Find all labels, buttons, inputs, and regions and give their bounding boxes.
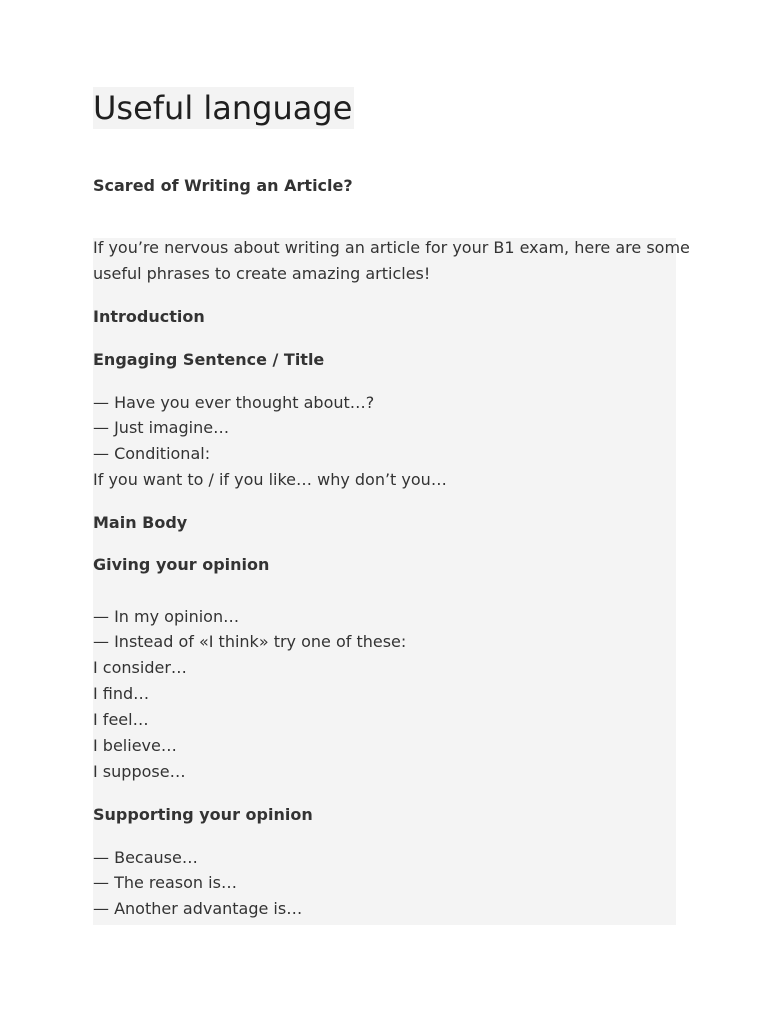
main-body-heading: Main Body xyxy=(93,513,188,532)
intro-paragraph-line-1: If you’re nervous about writing an article for your B1 exam, here are some xyxy=(93,238,690,257)
list-item: — Have you ever thought about…? xyxy=(93,393,375,412)
supporting-opinion-heading: Supporting your opinion xyxy=(93,805,313,824)
list-item: I suppose… xyxy=(93,762,186,781)
introduction-heading: Introduction xyxy=(93,307,205,326)
page-title: Useful language xyxy=(93,89,353,127)
content-block xyxy=(93,238,690,925)
list-item: I find… xyxy=(93,684,150,703)
article-subtitle: Scared of Writing an Article? xyxy=(93,176,353,195)
list-item: — Another advantage is… xyxy=(93,899,303,918)
list-item: — Because… xyxy=(93,848,198,867)
list-item: — Conditional: xyxy=(93,444,211,463)
list-item: If you want to / if you like… why don’t you… xyxy=(93,470,447,489)
list-item: I consider… xyxy=(93,658,187,677)
list-item: — Just imagine… xyxy=(93,418,230,437)
list-item: I feel… xyxy=(93,710,149,729)
list-item: I believe… xyxy=(93,736,177,755)
giving-opinion-heading: Giving your opinion xyxy=(93,555,270,574)
list-item: — Instead of «I think» try one of these: xyxy=(93,632,407,651)
engaging-sentence-heading: Engaging Sentence / Title xyxy=(93,350,325,369)
list-item: — The reason is… xyxy=(93,873,237,892)
intro-paragraph-line-2: useful phrases to create amazing articles! xyxy=(93,264,431,283)
list-item: — In my opinion… xyxy=(93,607,240,626)
